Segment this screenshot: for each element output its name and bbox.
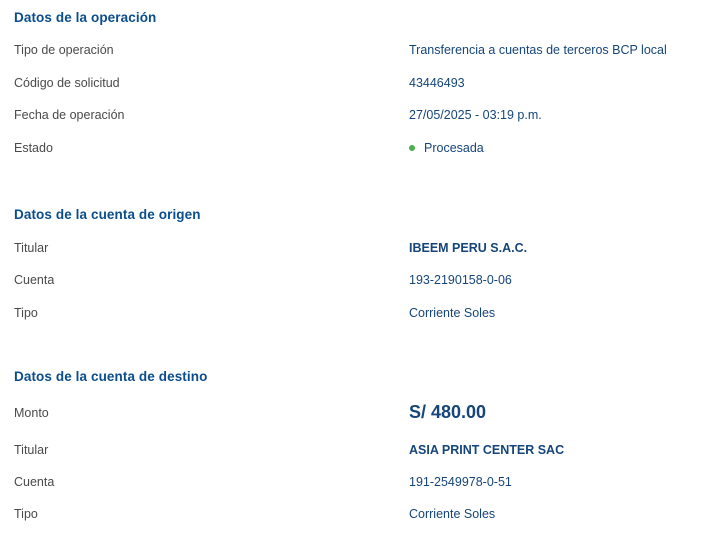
- value-destination-holder: ASIA PRINT CENTER SAC: [409, 443, 565, 457]
- label-amount: Monto: [14, 406, 49, 420]
- value-request-code: 43446493: [409, 76, 465, 90]
- row-origin-account: [14, 273, 704, 287]
- section-title-destination: Datos de la cuenta de destino: [14, 369, 208, 384]
- row-operation-date: [14, 108, 704, 122]
- value-status: Procesada: [424, 141, 484, 155]
- row-origin-type: [14, 306, 704, 320]
- label-origin-type: Tipo: [14, 306, 38, 320]
- value-operation-date: 27/05/2025 - 03:19 p.m.: [409, 108, 542, 122]
- row-request-code: [14, 76, 704, 90]
- row-destination-account: [14, 475, 704, 489]
- label-operation-type: Tipo de operación: [14, 43, 114, 57]
- row-operation-type: [14, 43, 704, 57]
- row-amount: [14, 402, 704, 423]
- label-destination-account: Cuenta: [14, 475, 55, 489]
- value-origin-account: 193-2190158-0-06: [409, 273, 512, 287]
- value-amount: S/ 480.00: [409, 402, 487, 422]
- label-origin-account: Cuenta: [14, 273, 55, 287]
- value-operation-type: Transferencia a cuentas de terceros BCP local: [409, 43, 667, 57]
- section-title-origin: Datos de la cuenta de origen: [14, 207, 201, 222]
- status-badge: [409, 141, 484, 155]
- value-destination-account: 191-2549978-0-51: [409, 475, 512, 489]
- label-status: Estado: [14, 141, 53, 155]
- row-status: [14, 141, 704, 155]
- value-origin-holder: IBEEM PERU S.A.C.: [409, 241, 528, 255]
- row-destination-holder: [14, 443, 704, 457]
- label-destination-type: Tipo: [14, 507, 38, 521]
- row-destination-type: [14, 507, 704, 521]
- label-operation-date: Fecha de operación: [14, 108, 125, 122]
- value-destination-type: Corriente Soles: [409, 507, 496, 521]
- label-origin-holder: Titular: [14, 241, 49, 255]
- label-destination-holder: Titular: [14, 443, 49, 457]
- status-dot-icon: [409, 145, 415, 151]
- label-request-code: Código de solicitud: [14, 76, 120, 90]
- section-title-operation: Datos de la operación: [14, 10, 157, 25]
- row-origin-holder: [14, 241, 704, 255]
- value-origin-type: Corriente Soles: [409, 306, 496, 320]
